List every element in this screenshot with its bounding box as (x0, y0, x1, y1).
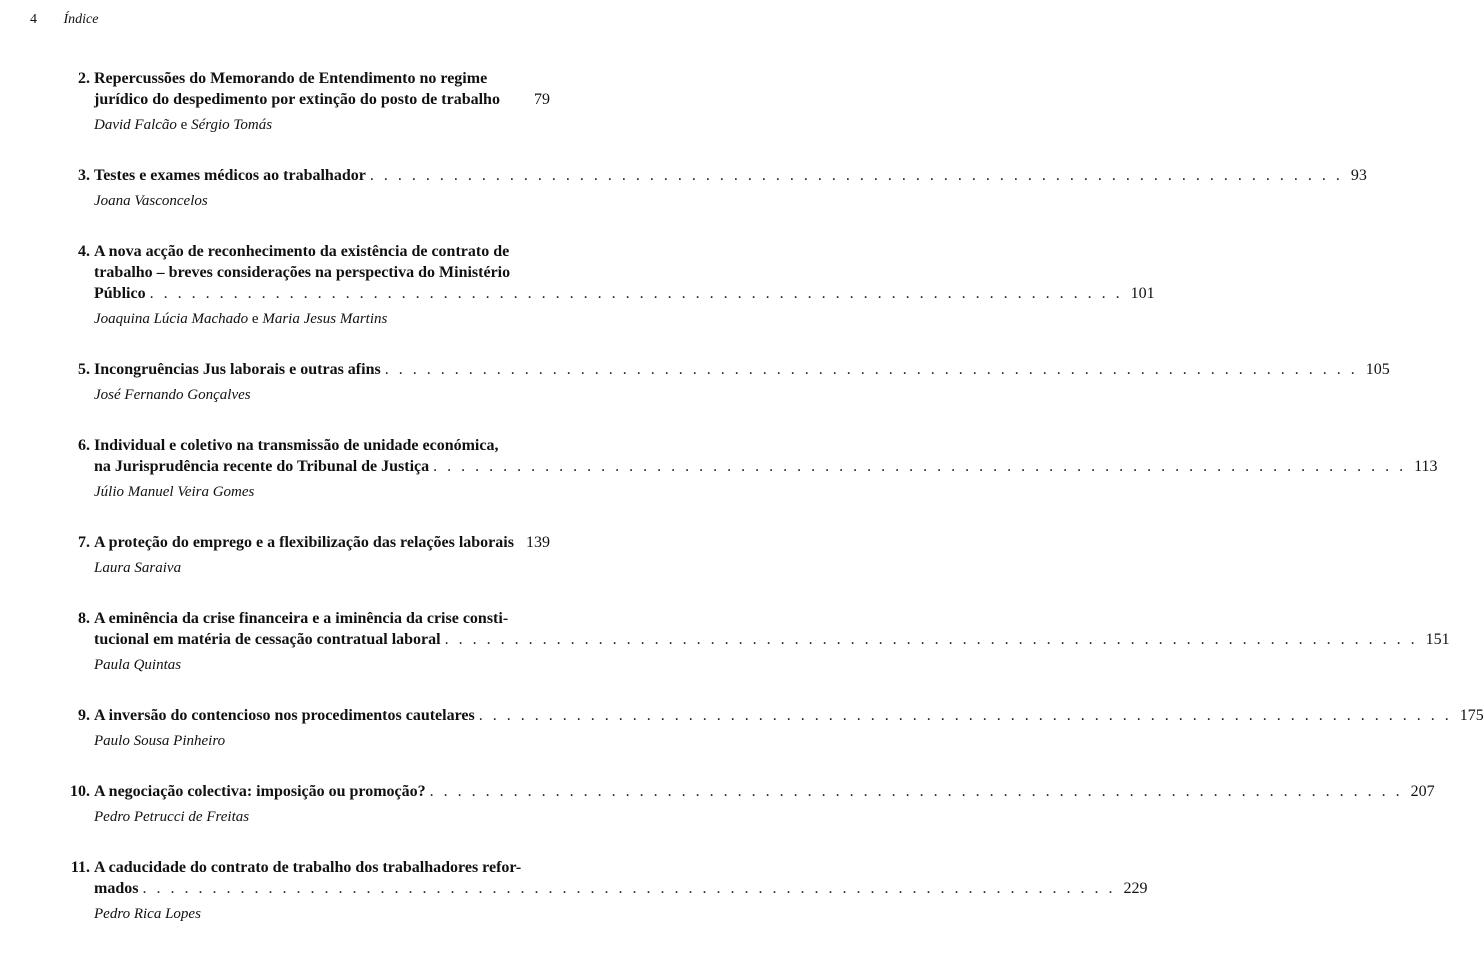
entry-title-line: A eminência da crise financeira e a iminência da crise consti- (94, 610, 509, 627)
entry-title-line: A proteção do emprego e a flexibilização das relações laborais (94, 534, 514, 551)
entry-authors (94, 807, 550, 827)
entry-title-line: Público (94, 285, 146, 302)
dot-leader: . . . . . . . . . . . . . . . . . . . . . . . . . . . . . . . . . . . . . . . . . . . . . . . . . . . . . . . . . . . . . . . . . . . . . . (149, 285, 1123, 302)
dot-leader: . . . . . . . . . . . . . . . . . . . . . . . . . . . . . . . . . . . . . . . . . . . . . . . . . . . . . . . . . . . . . . . . . . . . . . (369, 167, 1343, 184)
dot-leader: . . . . . . . . . . . . . . . . . . . . . . . . . . . . . . . . . . . . . . . . . . . . . . . . . . . . . . . . . . . . . . . . . . . . . . (444, 631, 1418, 648)
entry-authors (94, 731, 550, 751)
entry-title-line: A inversão do contencioso nos procedimentos cautelares (94, 707, 475, 724)
page-number: 4 (30, 12, 37, 27)
dot-leader: . . . . . . . . . . . . . . . . . . . . . . . . . . . . . . . . . . . . . . . . . . . . . . . . . . . . . . . . . . . . . . . . . . . . . . (433, 458, 1407, 475)
toc-entry (62, 781, 1435, 827)
entry-title-line: Repercussões do Memorando de Entendimento no regime (94, 70, 488, 87)
entry-page-number: 105 (1365, 361, 1390, 378)
entry-title (94, 359, 1390, 380)
author-separator: e (180, 117, 188, 133)
author-name: Laura Saraiva (94, 560, 182, 576)
entry-number: 7. (78, 534, 90, 551)
entry-title-line: tucional em matéria de cessação contratual laboral (94, 631, 441, 648)
entry-authors (94, 558, 550, 578)
entry-page-number: 175 (1459, 707, 1484, 724)
entry-authors (94, 482, 550, 502)
entry-title-line: Testes e exames médicos ao trabalhador (94, 167, 366, 184)
entry-number: 8. (78, 610, 90, 627)
toc-entry (62, 705, 1484, 751)
entry-number: 10. (70, 783, 90, 800)
entry-title-line: Individual e coletivo na transmissão de unidade económica, (94, 437, 499, 454)
entry-page-number: 93 (1350, 167, 1367, 184)
entry-number: 2. (78, 70, 90, 87)
entry-title (94, 435, 1438, 477)
entry-number: 11. (70, 859, 90, 876)
entry-title (94, 857, 1148, 899)
entry-title-line: A nova acção de reconhecimento da existência de contrato de (94, 243, 510, 260)
author-name: Pedro Rica Lopes (94, 906, 201, 922)
author-name: Joana Vasconcelos (94, 193, 208, 209)
entry-title (94, 608, 1450, 650)
entry-number: 4. (78, 243, 90, 260)
entry-title (94, 705, 1484, 726)
entry-number: 9. (78, 707, 90, 724)
entry-authors (94, 655, 550, 675)
entry-page-number: 79 (534, 91, 550, 108)
dot-leader: . . . . . . . . . . . . . . . . . . . . . . . . . . . . . . . . . . . . . . . . . . . . . . . . . . . . . . . . . . . . . . . . . . . . . . (478, 707, 1452, 724)
entry-authors (94, 191, 550, 211)
author-name: Pedro Petrucci de Freitas (94, 809, 250, 825)
entry-number: 3. (78, 167, 90, 184)
entry-page-number: 229 (1123, 880, 1148, 897)
entry-authors (94, 385, 550, 405)
dot-leader: . . . . . . . . . . . . . . . . . . . . . . . . . . . . . . . . . . . . . . . . . . . . . . . . . . . . . . . . . . . . . . . . . . . . . . (142, 880, 1116, 897)
entry-page-number: 207 (1410, 783, 1435, 800)
entry-title (94, 781, 1435, 802)
toc-entry (62, 532, 550, 578)
entry-title (94, 68, 550, 110)
entry-number: 6. (78, 437, 90, 454)
entry-page-number: 151 (1425, 631, 1450, 648)
entry-title-line: trabalho – breves considerações na perspectiva do Ministério (94, 264, 511, 281)
toc-entry (62, 435, 1438, 502)
author-name: Sérgio Tomás (191, 117, 273, 133)
page-header (30, 12, 98, 28)
entry-page-number: 139 (526, 534, 550, 551)
author-name: José Fernando Gonçalves (94, 387, 251, 403)
entry-title (94, 165, 1367, 186)
author-name: Joaquina Lúcia Machado (94, 311, 249, 327)
entry-number: 5. (78, 361, 90, 378)
toc-entry (62, 165, 1367, 211)
entry-title-line: na Jurisprudência recente do Tribunal de Justiça (94, 458, 430, 475)
entry-page-number: 101 (1130, 285, 1155, 302)
entry-title (94, 241, 1155, 304)
toc-entry (62, 608, 1450, 675)
entry-title-line: Incongruências Jus laborais e outras afins (94, 361, 381, 378)
toc-entry (62, 68, 550, 135)
dot-leader: . . . . . . . . . . . . . . . . . . . . . . . . . . . . . . . . . . . . . . . . . . . . . . . . . . . . . . . . . . . . . . . . . . . . . . (384, 361, 1358, 378)
entry-title-line: A negociação colectiva: imposição ou promoção? (94, 783, 426, 800)
entry-authors (94, 904, 550, 924)
dot-leader: . . . . . . . . . . . . . . . . . . . . . . . . . . . . . . . . . . . . . . . . . . . . . . . . . . . . . . . . . . . . . . . . . . . . . . (429, 783, 1403, 800)
toc-entry (62, 241, 1155, 329)
author-name: Paula Quintas (94, 657, 182, 673)
table-of-contents (62, 68, 1484, 954)
entry-page-number: 113 (1414, 458, 1438, 475)
author-name: Paulo Sousa Pinheiro (94, 733, 226, 749)
author-name: David Falcão (94, 117, 177, 133)
toc-entry (62, 359, 1390, 405)
entry-title-line: jurídico do despedimento por extinção do posto de trabalho (94, 91, 500, 108)
entry-authors (94, 309, 550, 329)
entry-title (94, 532, 550, 553)
author-name: Júlio Manuel Veira Gomes (94, 484, 255, 500)
author-name: Maria Jesus Martins (262, 311, 388, 327)
toc-entry (62, 857, 1148, 924)
entry-title-line: A caducidade do contrato de trabalho dos trabalhadores refor- (94, 859, 522, 876)
author-separator: e (251, 311, 259, 327)
entry-authors (94, 115, 550, 135)
entry-title-line: mados (94, 880, 139, 897)
running-title: Índice (63, 12, 99, 27)
